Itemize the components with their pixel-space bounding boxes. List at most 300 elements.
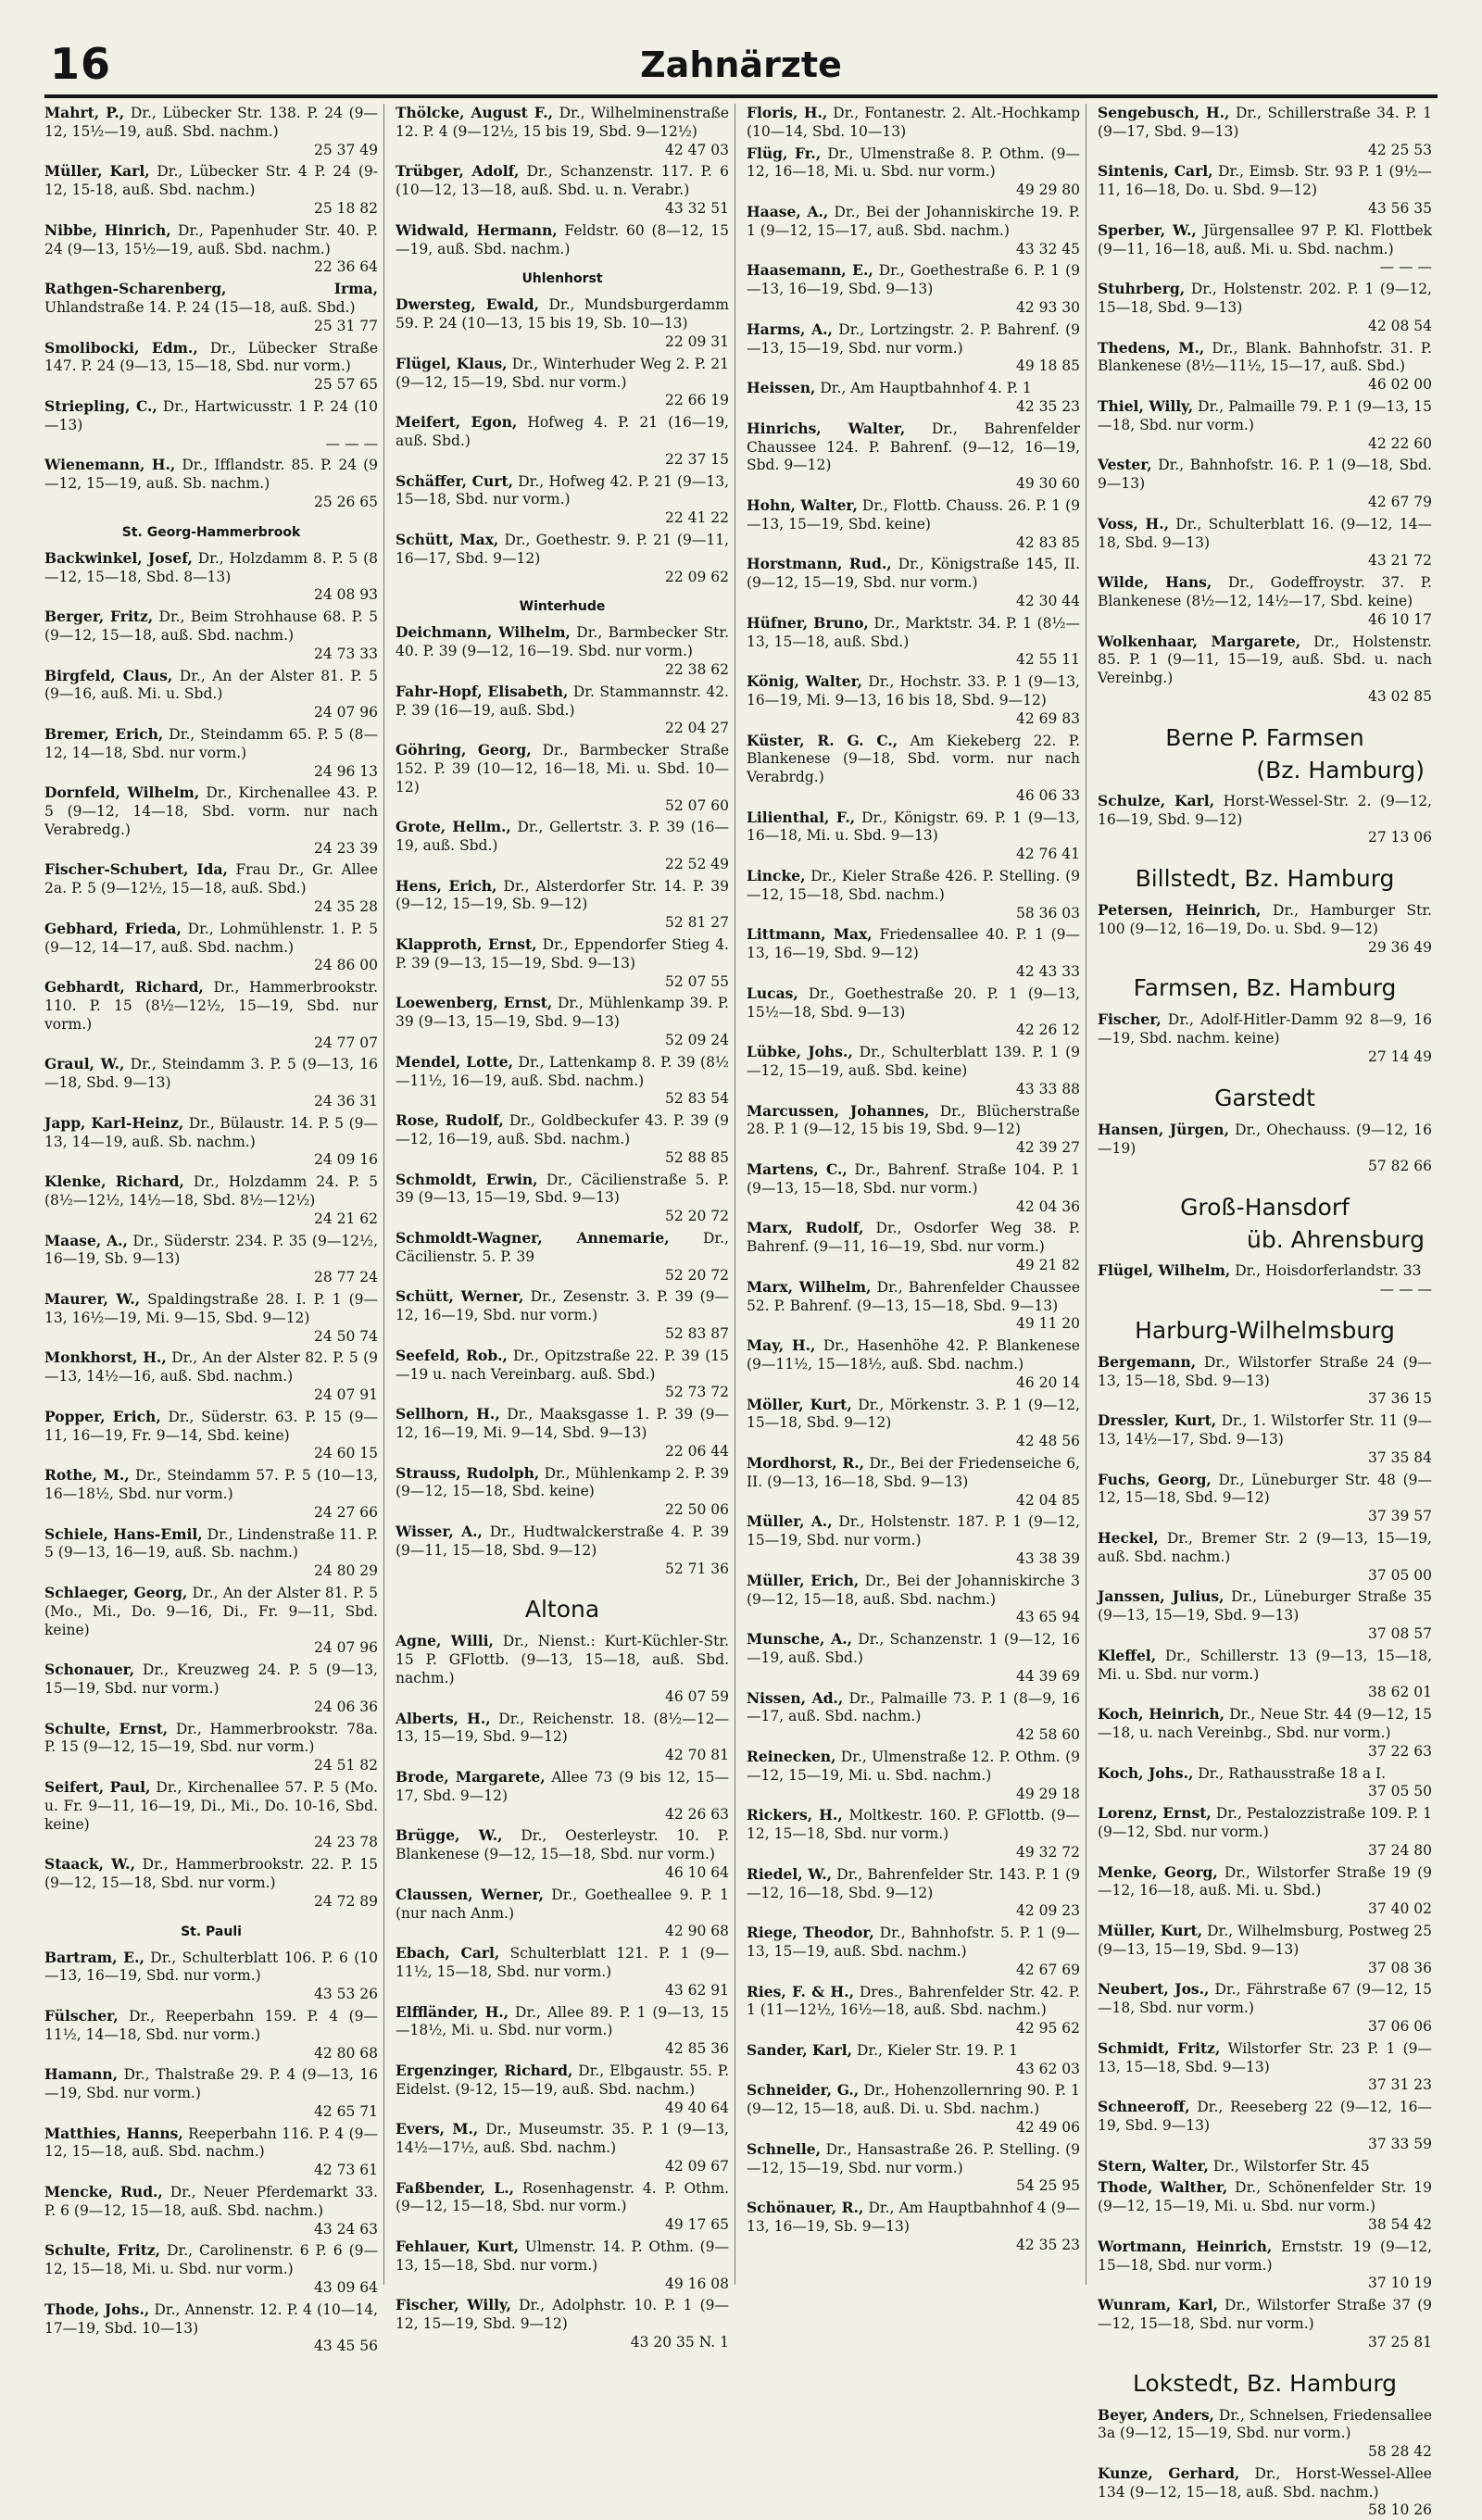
phone-number: 38 54 42 — [1367, 2215, 1432, 2233]
practice-details: Dr., Fährstraße 67 (9—12, 15—18, Sbd. nur vorm.) — [1098, 1981, 1432, 2017]
practice-details: Dr., Adolf-Hitler-Damm 92 8—9, 16—19, Sbd. nachm. keine) — [1098, 1011, 1432, 1047]
practice-details: Dr., 1. Wilstorfer Str. 11 (9—13, 14½—17, Sbd. 9—13) — [1098, 1412, 1432, 1448]
listing-entry — [1098, 339, 1432, 395]
phone-number: 37 08 57 — [1367, 1625, 1432, 1643]
practice-details: Dr., Alsterdorfer Str. 14. P. 39 (9—12, 15—19, Sb. 9—12) — [396, 877, 729, 913]
practice-details: Dr., Am Hauptbahnhof 4 (9—13, 16—19, Sb. 9—13) — [747, 2200, 1080, 2236]
page-header — [44, 35, 1438, 98]
dentist-name: Monkhorst, H., — [44, 1348, 167, 1367]
practice-details: Wilstorfer Str. 23 P. 1 (9—13, 15—18, Sbd. 9—13) — [1098, 2039, 1432, 2075]
listing-columns — [44, 104, 1438, 2519]
listing-entry — [44, 1232, 378, 1287]
column-3 — [747, 104, 1086, 2285]
listing-entry — [747, 672, 1080, 728]
dentist-name: Flügel, Klaus, — [396, 354, 508, 372]
dentist-name: Staack, W., — [44, 1855, 135, 1874]
listing-entry — [747, 614, 1080, 670]
listing-entry — [747, 1748, 1080, 1803]
listing-entry — [396, 472, 729, 528]
practice-details: Dr., Zesenstr. 3. P. 39 (9—12, 16—19, Sbd. nur vorm.) — [396, 1288, 729, 1324]
dentist-name: Lübke, Johs., — [747, 1043, 853, 1061]
phone-number: 43 09 64 — [313, 2279, 378, 2297]
practice-details: Dr., Thalstraße 29. P. 4 (9—13, 16—19, Sbd. nur vorm.) — [44, 2066, 378, 2102]
listing-entry — [44, 104, 378, 159]
practice-details: Dr., Flottb. Chauss. 26. P. 1 (9—13, 15—19, Sbd. keine) — [747, 496, 1081, 533]
dentist-name: Müller, Kurt, — [1098, 1921, 1203, 1939]
dentist-name: Rickers, H., — [747, 1806, 843, 1824]
phone-number: 54 25 95 — [1015, 2177, 1080, 2195]
dentist-name: Sander, Karl, — [747, 2040, 853, 2059]
phone-number: 43 33 88 — [1015, 1080, 1080, 1097]
listing-entry — [1098, 1411, 1432, 1467]
phone-number: 49 29 80 — [1015, 182, 1080, 199]
practice-details: Dr., Fontanestr. 2. Alt.-Hochkamp (10—14, Sbd. 10—13) — [747, 105, 1080, 140]
place-heading: Lokstedt, Bz. Hamburg — [1132, 2369, 1398, 2397]
phone-number: 37 35 84 — [1367, 1448, 1432, 1466]
listing-entry — [396, 162, 729, 218]
practice-details: Dr., Cäcilienstr. 5. P. 39 — [396, 1230, 729, 1265]
dentist-name: Rose, Rudolf, — [396, 1111, 504, 1130]
phone-number: 43 32 45 — [1015, 240, 1080, 257]
practice-details: Dr. Stammannstr. 42. P. 39 (16—19, auß. Sbd.) — [396, 683, 729, 719]
phone-number: 42 55 11 — [1015, 651, 1080, 669]
listing-entry — [747, 261, 1080, 317]
dentist-name: Matthies, Hanns, — [44, 2124, 183, 2142]
phone-number: 42 43 33 — [1015, 963, 1080, 981]
phone-number: 57 82 66 — [1367, 1158, 1432, 1175]
listing-entry — [44, 1720, 378, 1775]
practice-details: Dr., Hochstr. 33. P. 1 (9—13, 16—19, Mi. 9—13, 16 bis 18, Sbd. 9—12) — [747, 673, 1080, 708]
dentist-name: Alberts, H., — [396, 1709, 491, 1727]
dentist-name: Haasemann, E., — [747, 261, 873, 280]
place-heading: Harburg-Wilhelmsburg — [1135, 1316, 1395, 1344]
listing-entry — [396, 2120, 729, 2175]
dentist-name: Hansen, Jürgen, — [1098, 1120, 1229, 1138]
phone-number: 52 09 24 — [664, 1032, 729, 1049]
listing-entry — [44, 1661, 378, 1716]
listing-entry — [396, 1768, 729, 1824]
phone-number: 24 36 31 — [313, 1093, 378, 1110]
listing-entry — [44, 920, 378, 975]
phone-number: 43 56 35 — [1367, 199, 1432, 217]
dentist-name: Schütt, Werner, — [396, 1287, 524, 1306]
dentist-name: Claussen, Werner, — [396, 1885, 544, 1903]
phone-number: 49 21 82 — [1015, 1257, 1080, 1274]
listing-entry — [1098, 1353, 1432, 1409]
listing-entry — [747, 1689, 1080, 1745]
phone-number: 58 36 03 — [1015, 904, 1080, 921]
phone-number: 42 67 69 — [1015, 1961, 1080, 1978]
dentist-name: Beyer, Anders, — [1098, 2405, 1214, 2424]
phone-number: 22 04 27 — [664, 720, 729, 737]
place-heading: Farmsen, Bz. Hamburg — [1133, 974, 1397, 1002]
phone-number: 37 36 15 — [1367, 1390, 1432, 1408]
dentist-name: Faßbender, L., — [396, 2178, 515, 2197]
listing-entry — [396, 355, 729, 410]
phone-number: 42 26 63 — [664, 1805, 729, 1823]
practice-details: Dr., Winterhuder Weg 2. P. 21 (9—12, 15—19, Sbd. nur vorm.) — [396, 355, 730, 391]
dentist-name: Backwinkel, Josef, — [44, 548, 193, 567]
dentist-name: Stuhrberg, — [1098, 280, 1186, 298]
phone-number: 24 51 82 — [313, 1757, 378, 1774]
phone-number: 37 31 23 — [1367, 2076, 1432, 2094]
phone-number: 42 35 23 — [1015, 397, 1080, 415]
practice-details: Dr., Goldbeckufer 43. P. 39 (9—12, 16—19, auß. Sbd. nachm.) — [396, 1112, 729, 1148]
phone-number: 46 10 17 — [1367, 610, 1432, 628]
practice-details: Dr., Ohechauss. (9—12, 16—19) — [1098, 1121, 1432, 1157]
dentist-name: Gebhard, Frieda, — [44, 919, 182, 937]
practice-details: Dr., Kirchenallee 43. P. 5 (9—12, 14—18, Sbd. vorm. nur nach Verabredg.) — [44, 784, 379, 838]
dentist-name: Neubert, Jos., — [1098, 1980, 1210, 1999]
practice-details: Dr., Lindenstraße 11. P. 5 (9—13, 16—19, auß. Sb. nachm.) — [44, 1525, 378, 1561]
phone-number: 22 09 62 — [664, 568, 729, 585]
practice-details: Dr., Lübecker Straße 147. P. 24 (9—13, 15—18, Sbd. nur vorm.) — [44, 339, 378, 375]
listing-entry — [44, 2241, 378, 2297]
practice-details: Dr., Schanzenstr. 117. P. 6 (10—12, 13—18, auß. Sbd. u. n. Verabr.) — [396, 163, 729, 199]
phone-number: 22 38 62 — [664, 660, 729, 678]
listing-entry — [396, 1886, 729, 1941]
practice-details: Dr., Hasenhöhe 42. P. Blankenese (9—11½, 15—18½, auß. Sbd. nachm.) — [747, 1337, 1080, 1373]
practice-details: Dr., Adolphstr. 10. P. 1 (9—12, 15—19, Sbd. 9—12) — [396, 2297, 729, 2333]
phone-number: 42 95 62 — [1015, 2020, 1080, 2037]
practice-details: Dr., Lüneburger Straße 35 (9—13, 15—19, Sbd. 9—13) — [1098, 1588, 1433, 1624]
practice-details: Dr., Marktstr. 34. P. 1 (8½—13, 15—18, auß. Sbd.) — [747, 614, 1080, 650]
practice-details: Dr., Goethestraße 20. P. 1 (9—13, 15½—18, Sbd. 9—13) — [747, 984, 1080, 1021]
practice-details: Dr., Holzdamm 24. P. 5 (8½—12½, 14½—18, Sbd. 8½—12½) — [44, 1173, 378, 1210]
phone-number: 24 72 89 — [313, 1892, 378, 1910]
district-heading: St. Georg-Hammerbrook — [121, 524, 301, 540]
phone-number: 49 30 60 — [1015, 475, 1080, 493]
dentist-name: Thölcke, August F., — [396, 104, 554, 121]
phone-number: 49 17 65 — [664, 2216, 729, 2234]
listing-entry — [1098, 1705, 1432, 1761]
practice-details: Reeperbahn 116. P. 4 (9—12, 15—18, auß. Sbd. nachm.) — [44, 2125, 378, 2161]
dentist-name: Sintenis, Carl, — [1098, 162, 1213, 181]
listing-entry — [747, 1454, 1080, 1510]
listing-entry — [1098, 1980, 1432, 2036]
dentist-name: Striepling, C., — [44, 396, 157, 415]
listing-entry — [747, 984, 1080, 1040]
dentist-name: Horstmann, Rud., — [747, 555, 892, 573]
phone-number: 46 02 00 — [1367, 376, 1432, 394]
phone-number: 37 25 81 — [1367, 2333, 1432, 2351]
practice-details: Dr., Ulmenstraße 12. P. Othm. (9—12, 15—19, Mi. u. Sbd. nachm.) — [747, 1748, 1080, 1784]
listing-entry — [396, 1287, 729, 1343]
listing-entry — [747, 732, 1080, 806]
dentist-name: Rathgen-Scharenberg, Irma, — [44, 280, 378, 298]
phone-number: 42 73 61 — [313, 2162, 378, 2179]
phone-number: 24 35 28 — [313, 898, 378, 916]
dentist-name: Trübger, Adolf, — [396, 162, 520, 181]
place-heading: Berne P. Farmsen — [1165, 723, 1364, 751]
listing-entry — [747, 1219, 1080, 1274]
dentist-name: Hamann, — [44, 2065, 119, 2084]
listing-entry — [44, 1408, 378, 1463]
phone-number: 42 65 71 — [313, 2102, 378, 2120]
dentist-name: Heckel, — [1098, 1529, 1159, 1548]
listing-entry — [1098, 573, 1432, 629]
listing-entry — [747, 203, 1080, 258]
phone-number: 27 13 06 — [1367, 829, 1432, 846]
practice-details: Dr., Reeseberg 22 (9—12, 16—19, Sbd. 9—13) — [1098, 2099, 1432, 2134]
practice-details: Dr., Eimsb. Str. 93 P. 1 (9½—11, 16—18, Do. u. Sbd. 9—12) — [1098, 163, 1432, 199]
phone-number: 37 06 06 — [1367, 2017, 1432, 2035]
listing-entry — [396, 1632, 729, 1706]
listing-entry — [44, 608, 378, 663]
dentist-name: Seifert, Paul, — [44, 1777, 151, 1796]
phone-number: 43 53 26 — [313, 1986, 378, 2003]
dentist-name: Fischer, — [1098, 1010, 1162, 1029]
dentist-name: Kunze, Gerhard, — [1098, 2464, 1240, 2482]
practice-details: Dr., Schillerstraße 34. P. 1 (9—17, Sbd. 9—13) — [1098, 105, 1432, 140]
phone-number: 37 05 00 — [1367, 1566, 1432, 1584]
practice-details: Dr., Elbgaustr. 55. P. Eidelst. (9-12, 15—19, auß. Sbd. nachm.) — [396, 2062, 730, 2098]
dentist-name: Maurer, W., — [44, 1290, 141, 1309]
practice-details: Dr., Mörkenstr. 3. P. 1 (9—12, 15—18, Sbd. 9—12) — [747, 1396, 1080, 1432]
dentist-name: Brode, Margarete, — [396, 1767, 546, 1786]
listing-entry — [44, 1778, 378, 1852]
listing-entry — [396, 221, 729, 259]
page-title: Zahnärzte — [640, 44, 842, 85]
phone-number: 25 18 82 — [313, 199, 378, 217]
dentist-name: Nissen, Ad., — [747, 1688, 844, 1707]
dentist-name: Ries, F. & H., — [747, 1982, 854, 2000]
phone-number: 25 26 65 — [313, 493, 378, 510]
phone-number: 42 90 68 — [664, 1923, 729, 1940]
dentist-name: Elffländer, H., — [396, 2002, 509, 2021]
dentist-name: Wortmann, Heinrich, — [1098, 2237, 1273, 2255]
practice-details: Dr., Bahnhofstr. 16. P. 1 (9—18, Sbd. 9—13) — [1098, 457, 1432, 493]
phone-number: 25 31 77 — [313, 317, 378, 334]
listing-entry — [44, 221, 378, 277]
practice-details: Spaldingstraße 28. I. P. 1 (9—13, 16½—19, Mi. 9—15, Sbd. 9—12) — [44, 1291, 378, 1326]
practice-details: Dr., Holstenstr. 85. P. 1 (9—11, 15—19, auß. Sbd. u. nach Vereinbg.) — [1098, 633, 1432, 687]
practice-details: Dr., Bei der Johanniskirche 19. P. 1 (9—12, 15—17, auß. Sbd. nachm.) — [747, 203, 1080, 239]
listing-entry — [44, 1584, 378, 1658]
phone-number: 42 04 36 — [1015, 1197, 1080, 1215]
listing-entry — [44, 549, 378, 605]
practice-details: Jürgensallee 97 P. Kl. Flottbek (9—11, 16—18, auß. Mi. u. Sbd. nachm.) — [1098, 221, 1432, 257]
phone-number: 42 70 81 — [664, 1747, 729, 1764]
listing-entry — [1098, 1922, 1432, 1977]
listing-entry — [44, 860, 378, 916]
listing-entry — [1098, 221, 1432, 277]
phone-number: 22 50 06 — [664, 1501, 729, 1519]
listing-entry — [396, 2062, 729, 2117]
practice-details: Dr., Bahnhofstr. 5. P. 1 (9—13, 15—19, auß. Sbd. nachm.) — [747, 1924, 1080, 1960]
listing-entry — [44, 1466, 378, 1522]
listing-entry — [396, 1710, 729, 1765]
dentist-name: Schmoldt, Erwin, — [396, 1170, 538, 1188]
practice-details: Schulterblatt 121. P. 1 (9—11½, 15—18, Sbd. nur vorm.) — [396, 1945, 729, 1980]
practice-details: Dr., Wilstorfer Straße 19 (9—12, 16—18, auß. Mi. u. Sbd.) — [1098, 1863, 1432, 1899]
practice-details: Dr., Wilhelmsburg, Postweg 25 (9—13, 15—19, Sbd. 9—13) — [1098, 1922, 1432, 1958]
phone-number: 24 21 62 — [313, 1210, 378, 1227]
listing-entry — [1098, 104, 1432, 159]
listing-entry — [396, 2296, 729, 2351]
dentist-name: Dornfeld, Wilhelm, — [44, 784, 200, 802]
dentist-name: Schnelle, — [747, 2139, 822, 2158]
phone-number: 24 23 78 — [313, 1834, 378, 1851]
phone-number: 49 32 72 — [1015, 1843, 1080, 1861]
practice-details: Dr., Carolinenstr. 6 P. 6 (9—12, 15—18, Mi. u. Sbd. nur vorm.) — [44, 2242, 378, 2278]
phone-number: 22 09 31 — [664, 332, 729, 350]
phone-number: 42 22 60 — [1367, 434, 1432, 452]
practice-details: Dr., Steindamm 3. P. 5 (9—13, 16—18, Sbd. 9—13) — [44, 1056, 378, 1092]
phone-number: — — — — [1379, 1281, 1432, 1298]
dentist-name: Marcussen, Johannes, — [747, 1101, 930, 1120]
place-heading: Billstedt, Bz. Hamburg — [1135, 865, 1395, 893]
practice-details: Dr., Osdorfer Weg 38. P. Bahrenf. (9—11, 16—19, Sbd. nur vorm.) — [747, 1220, 1080, 1256]
dentist-name: Schulte, Fritz, — [44, 2241, 161, 2260]
practice-details: Dr., Kirchenallee 57. P. 5 (Mo. u. Fr. 9—11, 16—19, Di., Mi., Do. 10-16, Sbd. keine) — [44, 1778, 378, 1833]
listing-entry — [396, 1347, 729, 1402]
dentist-name: Loewenberg, Ernst, — [396, 994, 553, 1012]
phone-number: 24 73 33 — [313, 645, 378, 662]
dentist-name: Wisser, A., — [396, 1522, 483, 1540]
listing-entry — [1098, 1529, 1432, 1585]
phone-number: 22 06 44 — [664, 1442, 729, 1460]
listing-entry — [44, 978, 378, 1052]
listing-entry — [747, 320, 1080, 376]
listing-entry — [747, 925, 1080, 981]
district-heading: St. Pauli — [181, 1924, 242, 1939]
practice-details: Dr., Königstr. 69. P. 1 (9—13, 16—18, Mi. u. Sbd. 9—13) — [747, 809, 1080, 845]
practice-details: Dr., Reeperbahn 159. P. 4 (9—11½, 14—18, Sbd. nur vorm.) — [44, 2007, 378, 2043]
listing-entry — [44, 2125, 378, 2180]
dentist-name: Martens, C., — [747, 1160, 848, 1179]
listing-entry — [44, 339, 378, 395]
practice-details: Dr., Lüneburger Str. 48 (9—12, 15—18, Sbd. 9—12) — [1098, 1471, 1432, 1507]
listing-entry — [747, 2140, 1080, 2196]
dentist-name: Widwald, Hermann, — [396, 220, 558, 239]
dentist-name: Schulze, Karl, — [1098, 791, 1215, 809]
listing-entry — [1098, 2296, 1432, 2351]
practice-details: Dr., Bahrenfelder Str. 143. P. 1 (9—12, 16—18, Sbd. 9—12) — [747, 1865, 1080, 1901]
practice-details: Dr., Neuer Pferdemarkt 33. P. 6 (9—12, 15—18, auß. Sbd. nachm.) — [44, 2184, 378, 2219]
place-subheading: üb. Ahrensburg — [1247, 1226, 1425, 1254]
practice-details: Dr., Holstenstr. 202. P. 1 (9—12, 15—18, Sbd. 9—13) — [1098, 281, 1432, 316]
listing-entry — [44, 1290, 378, 1346]
listing-entry — [1098, 2157, 1432, 2176]
listing-entry — [396, 413, 729, 469]
practice-details: Dr., Blücherstraße 28. P. 1 (9—12, 15 bis 19, Sbd. 9—12) — [747, 1102, 1080, 1138]
listing-entry — [396, 1111, 729, 1167]
phone-number: 24 50 74 — [313, 1327, 378, 1345]
listing-entry — [747, 1102, 1080, 1158]
practice-details: Dr., Hohenzollernring 90. P. 1 (9—12, 15—18, auß. Di. u. Sbd. nachm.) — [747, 2082, 1080, 2118]
practice-details: Dr., Ifflandstr. 85. P. 24 (9—12, 15—19, auß. Sb. nachm.) — [44, 457, 378, 493]
place-heading: Altona — [524, 1596, 600, 1624]
phone-number: 42 80 68 — [313, 2044, 378, 2062]
practice-details: Dr., Lübecker Str. 4 P. 24 (9-12, 15-18, auß. Sbd. nachm.) — [44, 163, 378, 199]
dentist-name: Strauss, Rudolph, — [396, 1463, 540, 1482]
dentist-name: Mordhorst, R., — [747, 1453, 865, 1472]
listing-entry — [396, 1171, 729, 1226]
listing-entry — [747, 1278, 1080, 1334]
practice-details: Dr., Kieler Straße 426. P. Stelling. (9—12, 15—18, Sbd. nachm.) — [747, 868, 1080, 903]
listing-entry — [44, 1525, 378, 1581]
phone-number: 42 49 06 — [1015, 2119, 1080, 2137]
phone-number: 37 33 59 — [1367, 2135, 1432, 2152]
dentist-name: Schiele, Hans-Emil, — [44, 1524, 203, 1543]
phone-number: 43 65 94 — [1015, 1609, 1080, 1626]
listing-entry — [44, 1855, 378, 1911]
listing-entry — [396, 104, 729, 159]
phone-number: 43 21 72 — [1367, 552, 1432, 570]
dentist-name: Fehlauer, Kurt, — [396, 2238, 520, 2256]
dentist-name: Hinrichs, Walter, — [747, 419, 906, 437]
practice-details: Dr., An der Alster 81. P. 5 (Mo., Mi., Do. 9—16, Di., Fr. 9—11, Sbd. keine) — [44, 1584, 378, 1638]
practice-details: Dr., An der Alster 81. P. 5 (9—16, auß. Mi. u. Sbd.) — [44, 667, 379, 703]
practice-details: Dr., Cäcilienstraße 5. P. 39 (9—13, 15—19, Sbd. 9—13) — [396, 1171, 729, 1207]
practice-details: Dr., Gellertstr. 3. P. 39 (16—19, auß. Sbd.) — [396, 819, 729, 855]
listing-entry — [1098, 2039, 1432, 2095]
phone-number: 52 81 27 — [664, 914, 729, 932]
dentist-name: Stern, Walter, — [1098, 2156, 1209, 2175]
practice-details: Dr., Schillerstr. 13 (9—13, 15—18, Mi. u. Sbd. nur vorm.) — [1098, 1647, 1432, 1683]
listing-entry — [1098, 1471, 1432, 1526]
listing-entry — [44, 2007, 378, 2062]
practice-details: Dr., Bahrenfelder Chaussee 124. P. Bahrenf. (9—12, 16—19, Sbd. 9—12) — [747, 420, 1080, 474]
listing-entry — [1098, 792, 1432, 847]
phone-number: 22 66 19 — [664, 392, 729, 409]
phone-number: 42 35 23 — [1015, 2236, 1080, 2253]
dentist-name: Harms, A., — [747, 320, 833, 338]
practice-details: Dr., Bülaustr. 14. P. 5 (9—13, 14—19, auß. Sb. nachm.) — [44, 1114, 378, 1150]
dentist-name: Dwersteg, Ewald, — [396, 295, 540, 314]
dentist-name: Meifert, Egon, — [396, 413, 518, 432]
district-heading: Uhlenhorst — [521, 271, 603, 287]
dentist-name: Thode, Walther, — [1098, 2178, 1228, 2197]
phone-number: 42 58 60 — [1015, 1726, 1080, 1744]
listing-entry — [396, 1405, 729, 1461]
practice-details: Frau Dr., Gr. Allee 2a. P. 5 (9—12½, 15—18, auß. Sbd.) — [44, 861, 378, 897]
practice-details: Dres., Bahrenfelder Str. 42. P. 1 (11—12½, 16½—18, auß. Sbd. nachm.) — [747, 1983, 1080, 2019]
listing-entry — [747, 1396, 1080, 1451]
dentist-name: Möller, Kurt, — [747, 1395, 852, 1413]
phone-number: 42 04 85 — [1015, 1491, 1080, 1509]
phone-number: 24 96 13 — [313, 762, 378, 780]
practice-details: Dr., Hammerbrookstr. 78a. P. 15 (9—12, 15—19, Sbd. nur vorm.) — [44, 1720, 378, 1756]
phone-number: 46 07 59 — [664, 1687, 729, 1705]
dentist-name: Evers, M., — [396, 2120, 479, 2138]
listing-entry — [396, 623, 729, 679]
listing-entry — [747, 1924, 1080, 1979]
dentist-name: Popper, Erich, — [44, 1407, 161, 1425]
phone-number: 49 40 64 — [664, 2099, 729, 2116]
dentist-name: Rothe, M., — [44, 1466, 130, 1485]
dentist-name: Fischer, Willy, — [396, 2296, 511, 2314]
dentist-name: König, Walter, — [747, 672, 863, 691]
dentist-name: Deichmann, Wilhelm, — [396, 623, 571, 642]
dentist-name: Japp, Karl-Heinz, — [44, 1113, 184, 1132]
practice-details: Friedensallee 40. P. 1 (9—13, 16—19, Sbd. 9—12) — [747, 926, 1080, 962]
practice-details: Dr., Opitzstraße 22. P. 39 (15—19 u. nach Vereinbarg. auß. Sbd.) — [396, 1347, 729, 1383]
column-1 — [44, 104, 384, 2355]
practice-details: Dr., Hansastraße 26. P. Stelling. (9—12, 15—19, Sbd. nur vorm.) — [747, 2140, 1080, 2176]
dentist-name: Littmann, Max, — [747, 925, 873, 944]
listing-entry — [396, 2238, 729, 2293]
dentist-name: Wunram, Karl, — [1098, 2296, 1218, 2314]
listing-entry — [1098, 456, 1432, 511]
phone-number: 22 37 15 — [664, 450, 729, 468]
practice-details: Ernststr. 19 (9—12, 15—18, Sbd. nur vorm.) — [1098, 2238, 1432, 2274]
practice-details: Dr., Wilhelminenstraße 12. P. 4 (9—12½, 15 bis 19, Sbd. 9—12½) — [396, 105, 729, 140]
dentist-name: Brügge, W., — [396, 1826, 503, 1845]
practice-details: Dr., Hofweg 42. P. 21 (9—13, 15—18, Sbd. nur vorm.) — [396, 472, 730, 508]
listing-entry — [396, 295, 729, 351]
